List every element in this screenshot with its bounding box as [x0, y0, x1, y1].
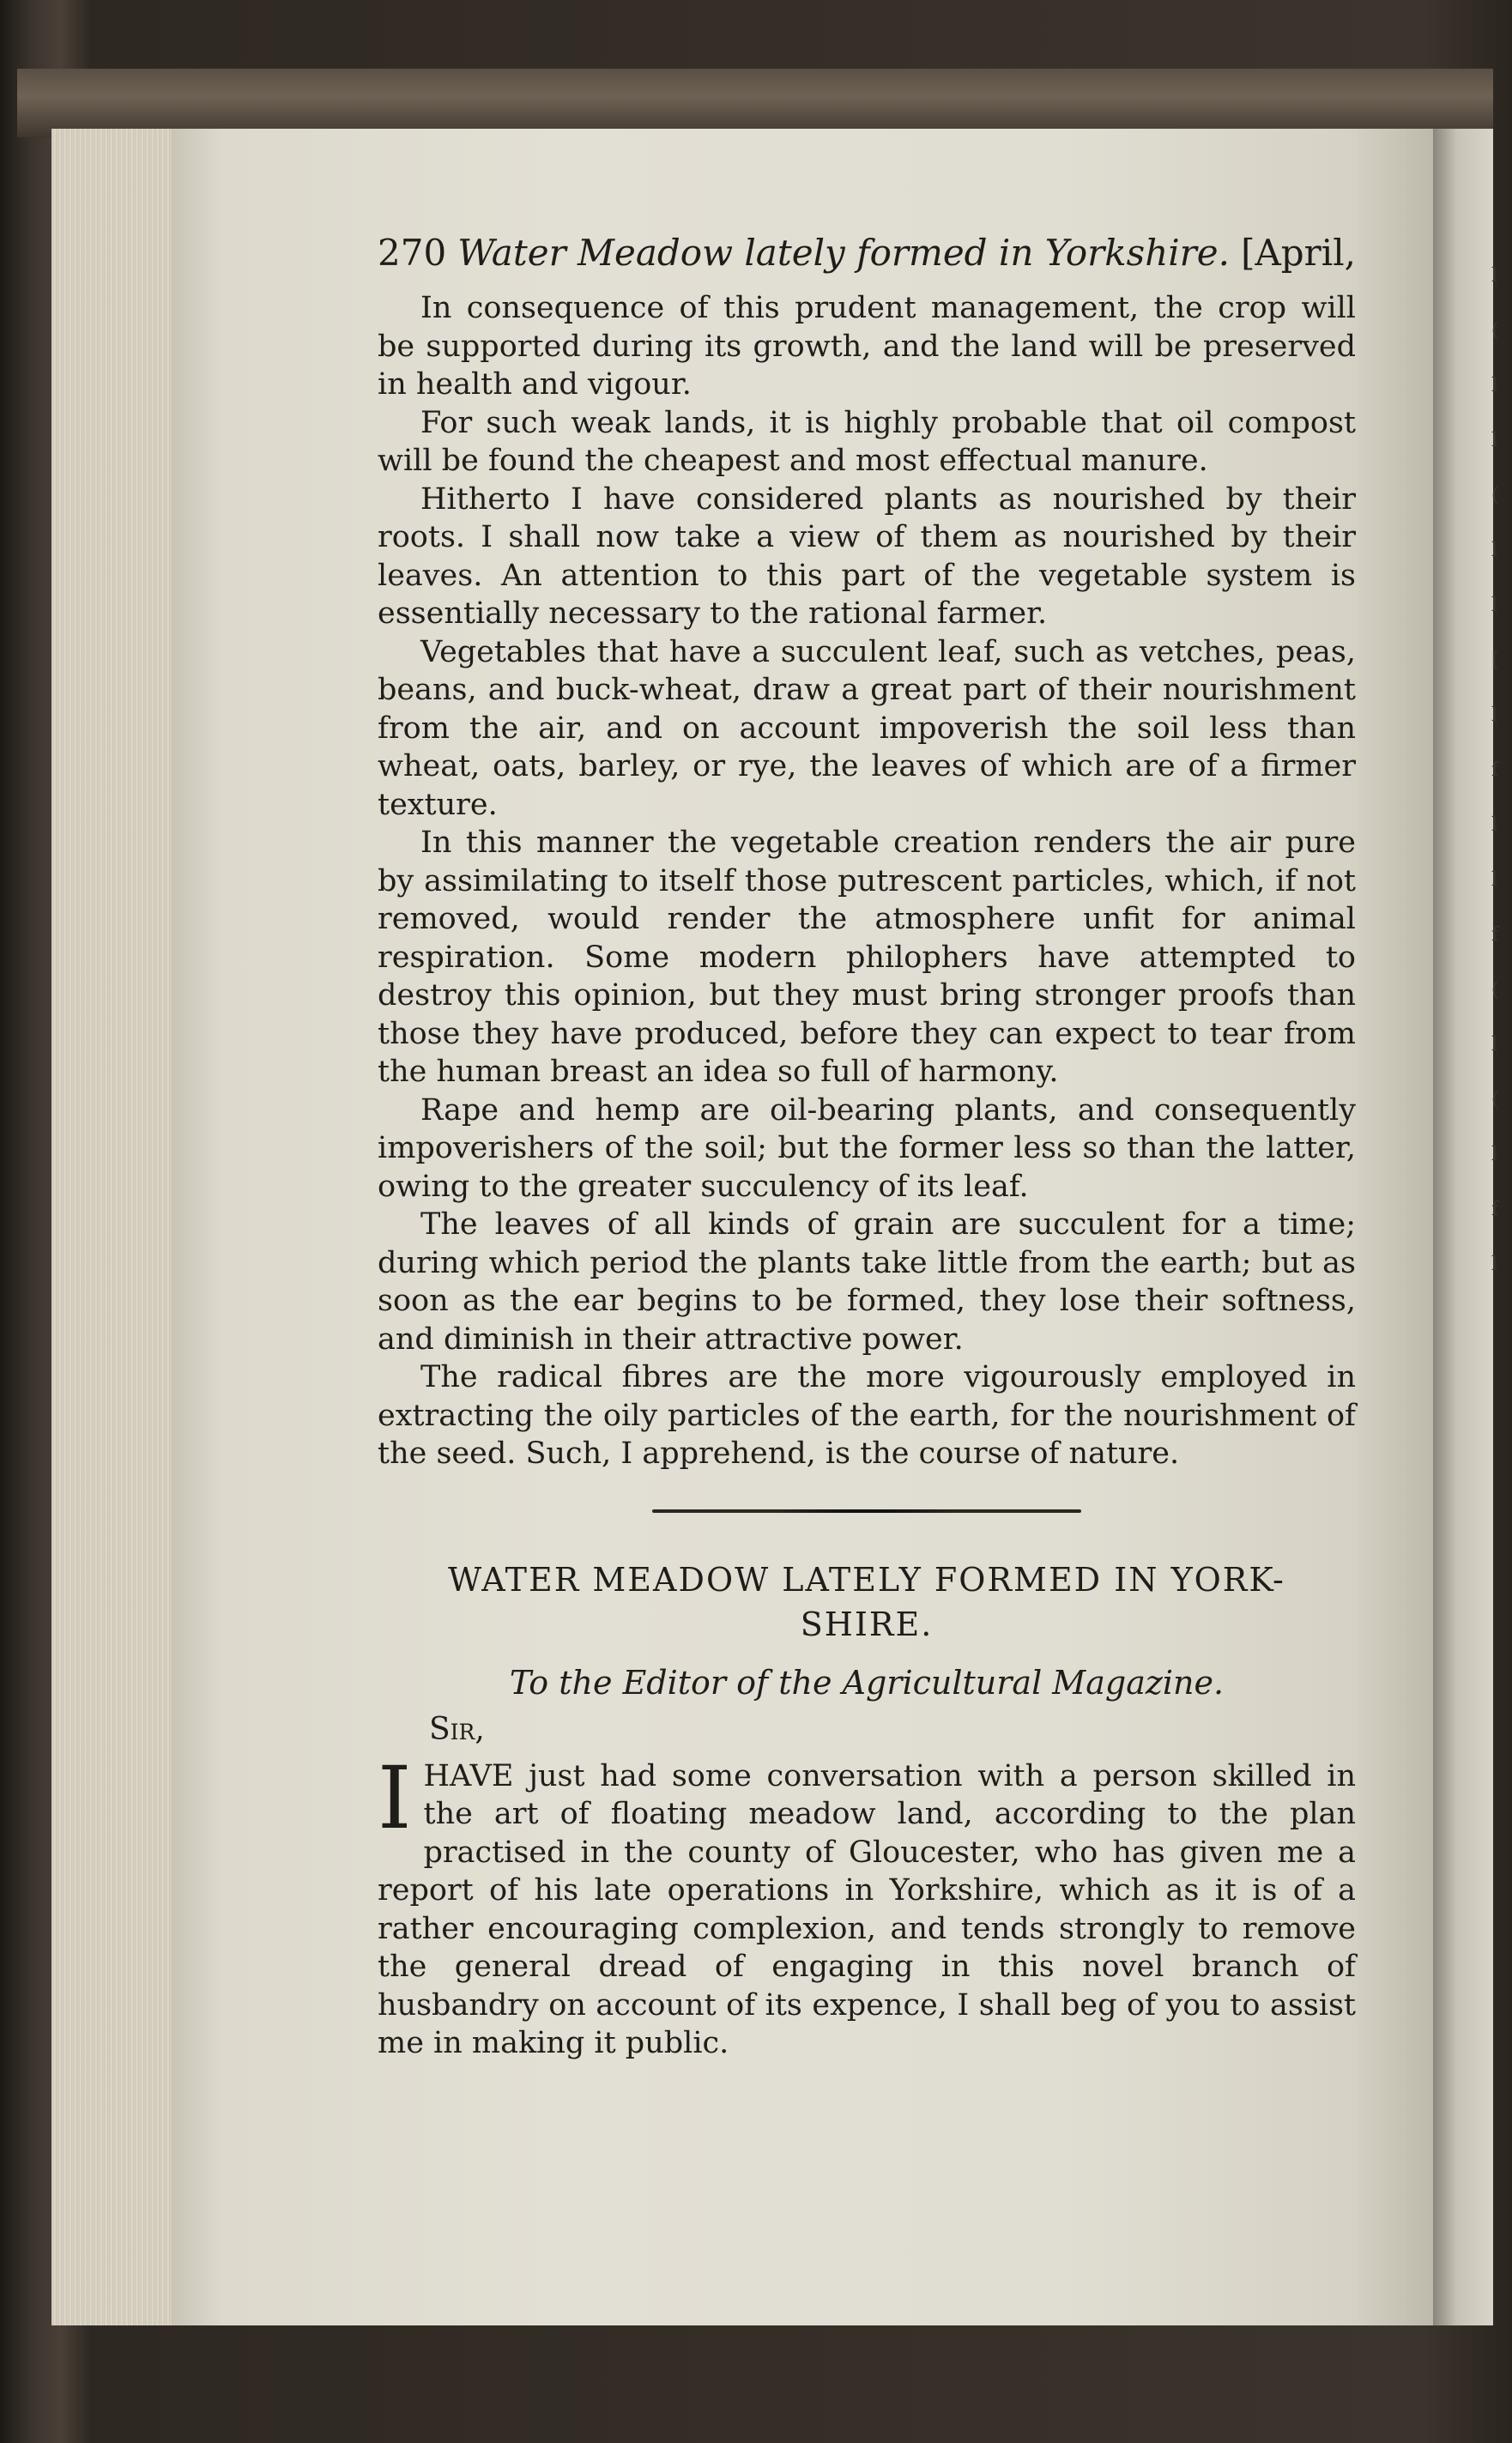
issue-date: [April,: [1241, 232, 1356, 274]
page-gutter: [1433, 129, 1493, 2325]
addressee-line: To the Editor of the Agricultural Magazine.: [509, 1663, 1225, 1702]
page-content: [378, 232, 1356, 2063]
paragraph: Vegetables that have a succulent leaf, such as vetches, peas, beans, and buck-wheat, draw a great part of their nourishment from the air, and on account impoverish the soil less than wheat, oats, barley, or rye, the leaves of which are of a firmer texture.: [378, 634, 1356, 822]
paragraph: Rape and hemp are oil-bearing plants, and consequently impoverishers of the soil; but the former less so than the latter, owing to the greater succulency of its leaf.: [378, 1092, 1356, 1204]
letter-text: HAVE just had some conversation with a person skilled in the art of floating meadow land, according to the plan practised in the county of Gloucester, who has given me a report of his late operations in Yorkshire, which as it is of a rather encouraging complexion, and tends strongly to remove the general dread of engaging in this novel branch of husbandry on account of its expence, I shall beg of you to assist me in making it public.: [378, 1758, 1356, 2060]
paragraph: Hitherto I have considered plants as nourished by their roots. I shall now take a view of them as nourished by their leaves. An attention to this part of the vegetable system is essentially necessary to the rational farmer.: [378, 481, 1356, 631]
next-page-fragments: l ( l l ( l l [ l f l l f ( l ( l f l: [1491, 265, 1499, 1275]
paragraph: For such weak lands, it is highly probable that oil compost will be found the cheapest and most effectual manure.: [378, 405, 1356, 478]
paragraph: The radical fibres are the more vigourously employed in extracting the oily particles of the earth, for the nourishment of the seed. Such, I apprehend, is the course of nature.: [378, 1360, 1356, 1471]
section-divider-rule: [652, 1509, 1081, 1513]
page-number: 270: [378, 232, 447, 274]
article-heading-line1: WATER MEADOW LATELY FORMED IN YORK-: [448, 1560, 1285, 1599]
page-edges: [51, 129, 189, 2325]
cover-top-edge: [17, 69, 1493, 137]
article-heading: [378, 1557, 1356, 1647]
drop-cap: I: [378, 1747, 412, 1848]
running-header: [378, 232, 1356, 274]
article-heading-line2: SHIRE.: [800, 1605, 934, 1643]
paragraph: In consequence of this prudent management, the crop will be supported during its growth, and the land will be preserved in health and vigour.: [378, 291, 1356, 402]
running-title: Water Meadow lately formed in Yorkshire.: [457, 232, 1230, 274]
salutation: Sir,: [429, 1711, 485, 1747]
paragraph: The leaves of all kinds of grain are succulent for a time; during which period the plants take little from the earth; but as soon as the ear begins to be formed, they lose their softness, and diminish in their attractive power.: [378, 1207, 1356, 1357]
paragraph: In this manner the vegetable creation renders the air pure by assimilating to itself those putrescent particles, which, if not removed, would render the atmosphere unfit for animal respiration. Some modern philophers have attempted to destroy this opinion, but they must bring stronger proofs than those they have produced, before they can expect to tear from the human breast an idea so full of harmony.: [378, 825, 1356, 1089]
letter-body: [378, 1747, 1356, 2063]
